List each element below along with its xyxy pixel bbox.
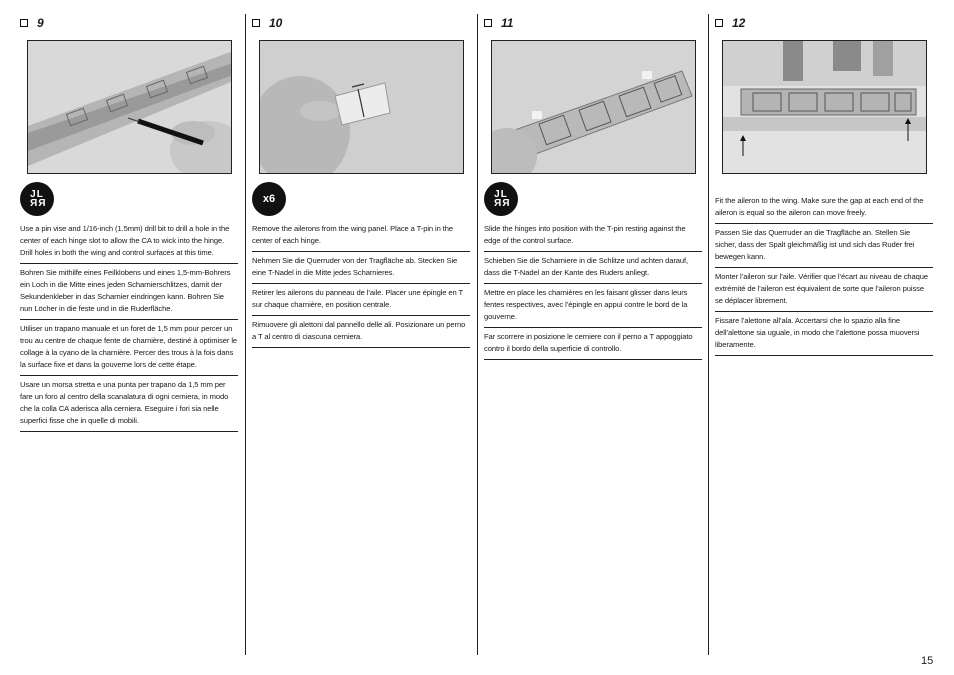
step-number: 12 <box>732 16 746 30</box>
step-number: 10 <box>269 16 283 30</box>
checkbox-icon[interactable] <box>252 19 260 27</box>
badge-label: x6 <box>262 193 276 205</box>
badge-glyph-top: JL <box>30 189 44 200</box>
badge-glyph-bottom: RR <box>28 198 46 209</box>
badge-glyph-top: JL <box>494 189 508 200</box>
paragraph-fr: Monter l’aileron sur l’aile. Vérifier que l’écart au niveau de chaque extrémité de l’aileron est équivalent de sorte que l’aileron puisse se déplacer librement. <box>715 268 933 312</box>
column-divider <box>708 14 709 655</box>
checkbox-icon[interactable] <box>484 19 492 27</box>
paragraph-en: Remove the ailerons from the wing panel. Place a T-pin in the center of each hinge. <box>252 220 470 252</box>
page-number: 15 <box>921 655 934 667</box>
step-header <box>252 15 282 31</box>
paragraph-de: Passen Sie das Querruder an die Tragfläche an. Stellen Sie sicher, dass der Spalt gleichmäßig ist und sich das Ruder frei bewegen kann. <box>715 224 933 268</box>
step-photo-aileron-fit <box>722 40 927 174</box>
step-photo-hinge-pin <box>259 40 464 174</box>
hands-left-right-icon <box>484 182 518 216</box>
paragraph-fr: Utiliser un trapano manuale et un foret de 1,5 mm pour percer un trou au centre de chaque fente de charnière, destiné à optimiser le collage à la cyano de la charnière. Percer des trous à la fois dans la surface fixe et dans la gouverne lors de cette étape. <box>20 320 238 376</box>
step-header <box>715 15 745 31</box>
step-photo-hinges-inserted <box>491 40 696 174</box>
x6-badge-icon <box>252 182 286 216</box>
paragraph-en: Fit the aileron to the wing. Make sure the gap at each end of the aileron is equal so the aileron can move freely. <box>715 192 933 224</box>
paragraph-it: Far scorrere in posizione le cerniere con il perno a T appoggiato contro il bordo della superficie di controllo. <box>484 328 702 360</box>
paragraph-en: Slide the hinges into position with the T-pin resting against the edge of the control surface. <box>484 220 702 252</box>
step-header <box>484 15 513 31</box>
paragraph-fr: Retirer les ailerons du panneau de l’aile. Placer une épingle en T sur chaque charnière, en position centrale. <box>252 284 470 316</box>
step-photo-drilling <box>27 40 232 174</box>
step-header <box>20 15 44 31</box>
step-number: 9 <box>37 16 44 30</box>
paragraph-fr: Mettre en place les charnières en les faisant glisser dans leurs fentes respectives, avec l’épingle en appui contre le bord de la gouverne. <box>484 284 702 328</box>
paragraph-it: Rimuovere gli alettoni dal pannello delle ali. Posizionare un perno a T al centro di ciascuna cerniera. <box>252 316 470 348</box>
paragraph-de: Bohren Sie mithilfe eines Feilklobens und eines 1,5-mm-Bohrers ein Loch in die Mitte eines jeden Scharnierschlitzes, damit der Sekundenkleber in das Scharnier eindringen kann. Bohren Sie nun Löcher in die feste und in die Ruderfläche. <box>20 264 238 320</box>
step-text <box>20 220 238 432</box>
hands-left-right-icon <box>20 182 54 216</box>
step-text <box>252 220 470 348</box>
step-number: 11 <box>501 16 514 30</box>
paragraph-en: Use a pin vise and 1/16-inch (1.5mm) drill bit to drill a hole in the center of each hinge slot to allow the CA to wick into the hinge. Drill holes in both the wing and control surfaces at this time. <box>20 220 238 264</box>
column-divider <box>245 14 246 655</box>
paragraph-it: Fissare l’alettone all’ala. Accertarsi che lo spazio alla fine dell’alettone sia uguale, in modo che l’alettone possa muoversi liberamente. <box>715 312 933 356</box>
checkbox-icon[interactable] <box>715 19 723 27</box>
badge-glyph-bottom: RR <box>492 198 510 209</box>
paragraph-de: Schieben Sie die Scharniere in die Schlitze und achten darauf, dass die T-Nadel an der Kante des Ruders anliegt. <box>484 252 702 284</box>
checkbox-icon[interactable] <box>20 19 28 27</box>
column-divider <box>477 14 478 655</box>
step-text <box>715 192 933 356</box>
step-text <box>484 220 702 360</box>
paragraph-it: Usare un morsa stretta e una punta per trapano da 1,5 mm per fare un foro al centro della scanalatura di ogni cerniera, in modo che la colla CA aderisca alla cerniera. Eseguire i fori sia nelle superfici fisse che in quelle di mobili. <box>20 376 238 432</box>
paragraph-de: Nehmen Sie die Querruder von der Tragfläche ab. Stecken Sie eine T-Nadel in die Mitte jedes Scharnieres. <box>252 252 470 284</box>
